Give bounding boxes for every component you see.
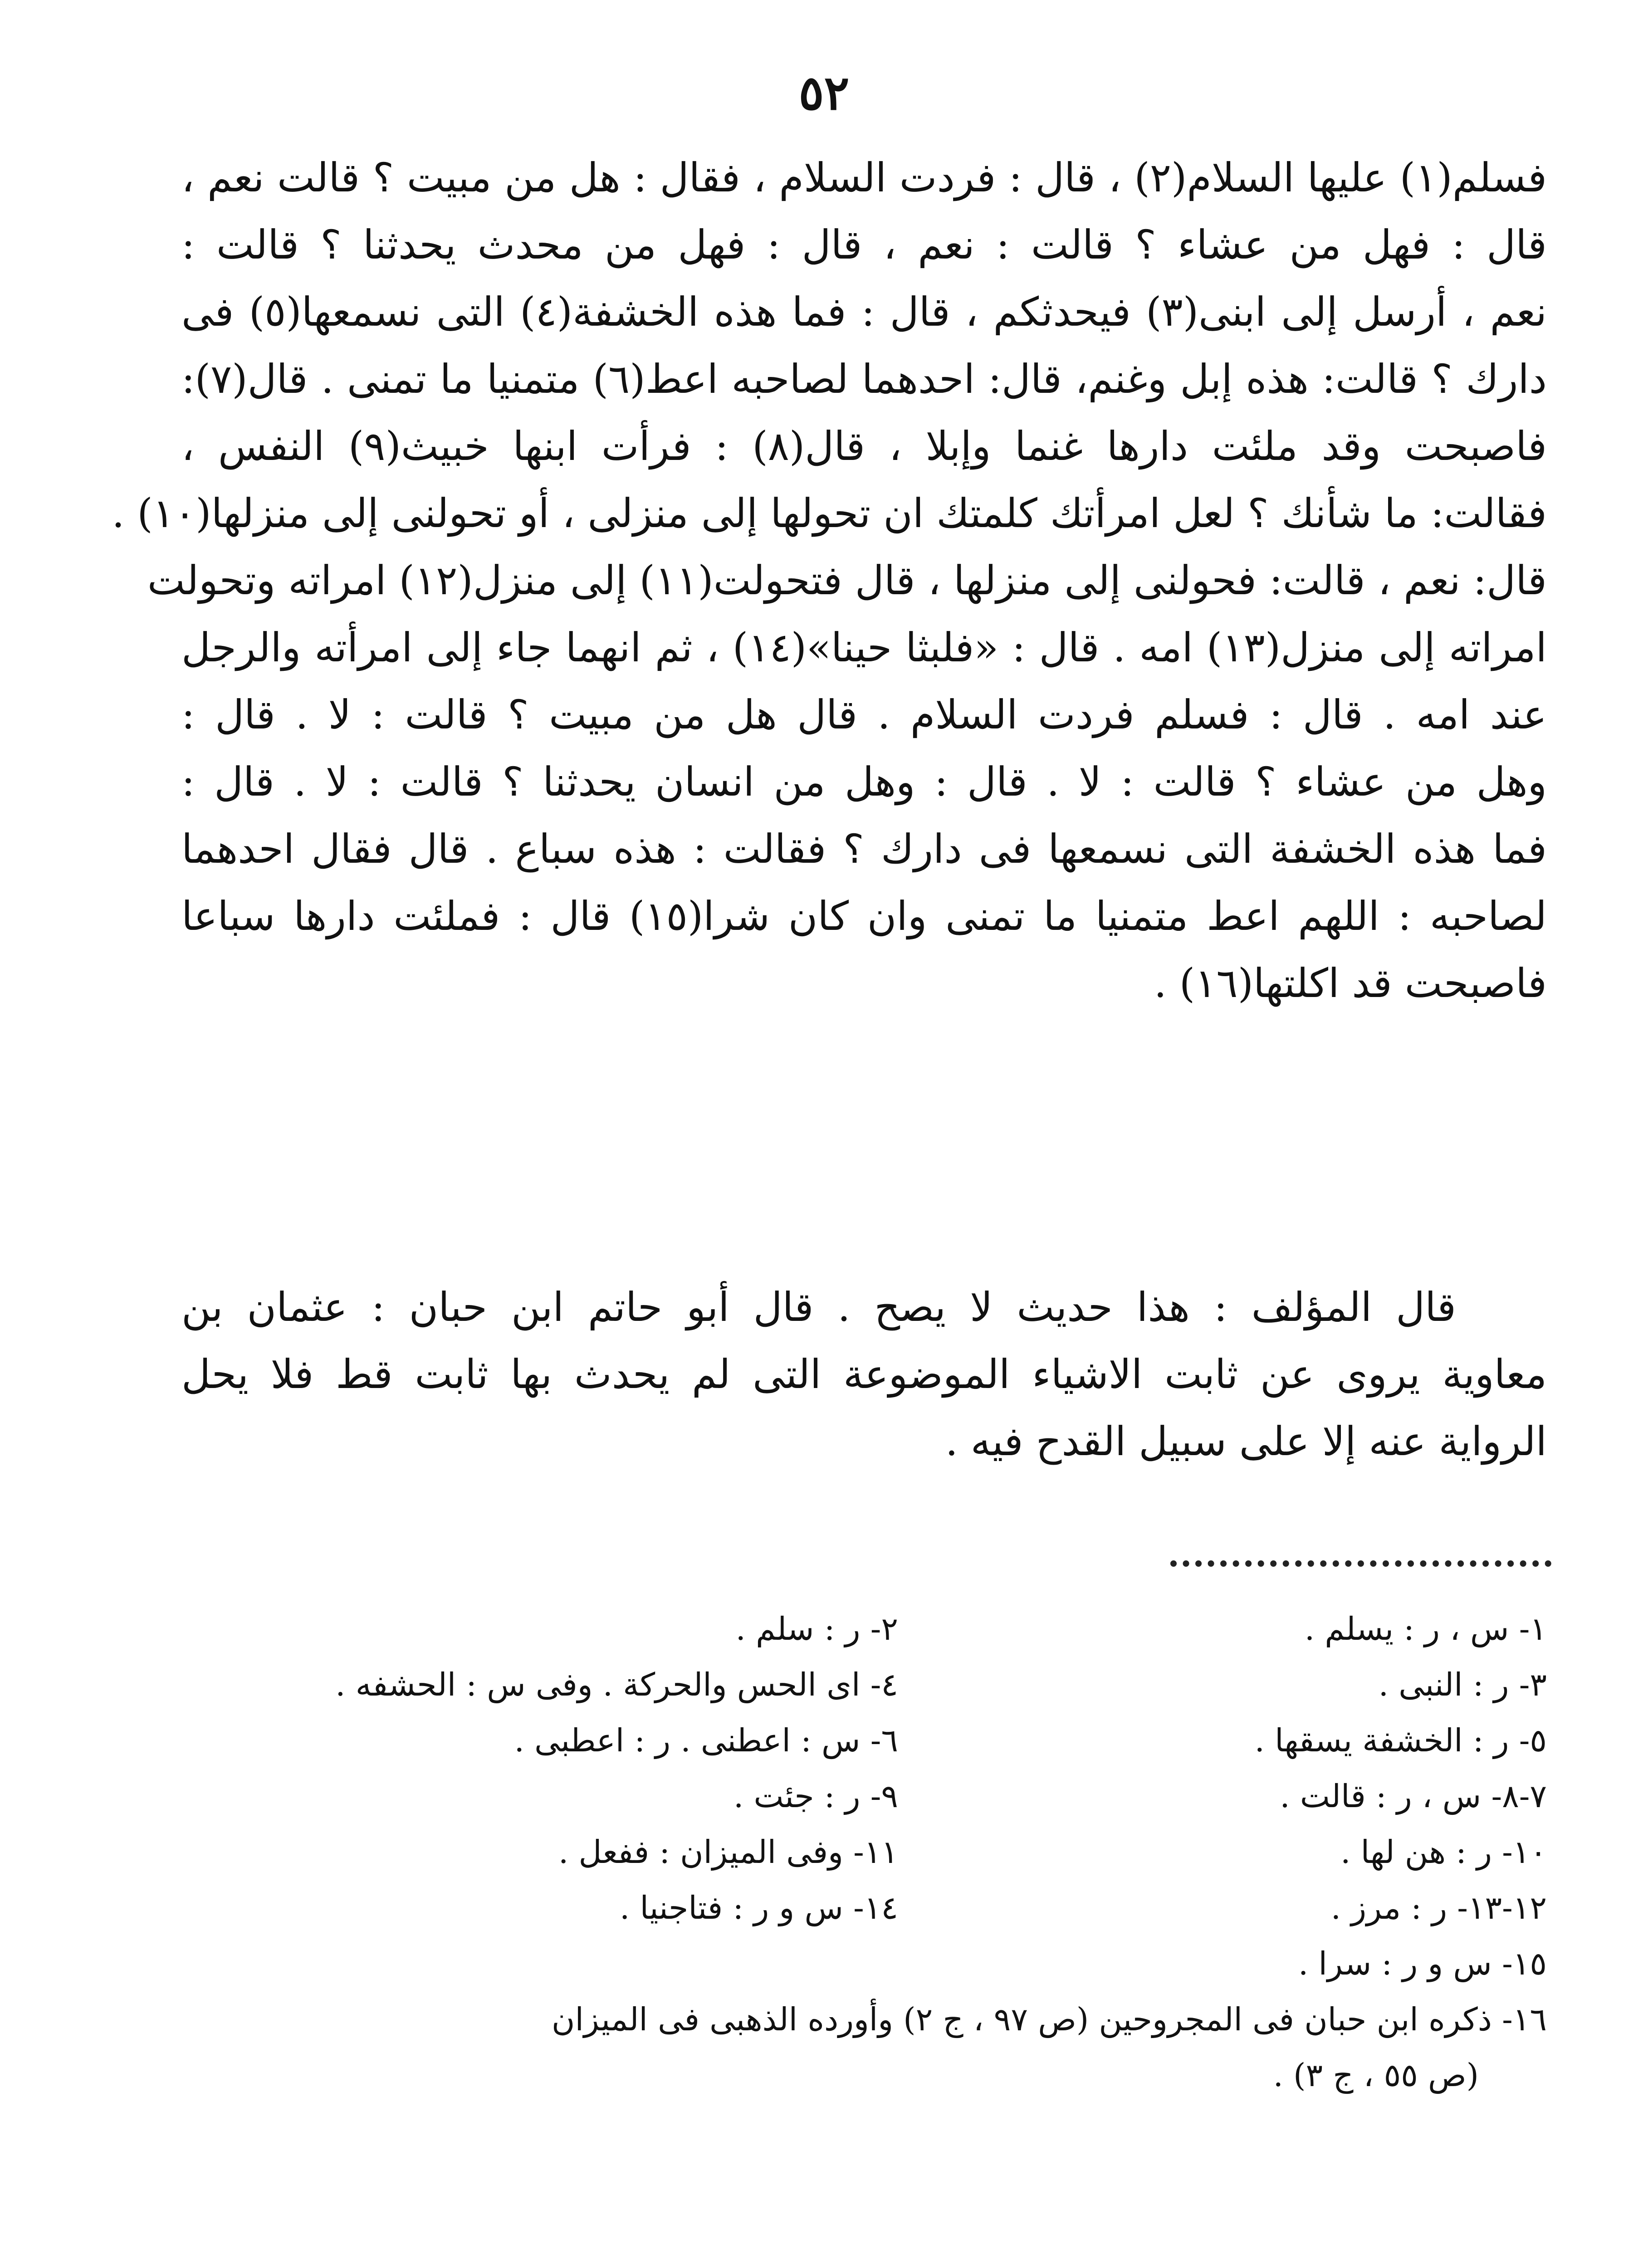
text-line: قال : فهل من عشاء ؟ قالت : نعم ، قال : فهل من محدث يحدثنا ؟ قالت : bbox=[181, 221, 1547, 268]
footnote: ٥- ر : الخشفة يسقها . bbox=[1254, 1722, 1547, 1759]
text-line: نعم ، أرسل إلى ابنى(٣) فيحدثكم ، قال : فما هذه الخشفة(٤) التى نسمعها(٥) فى bbox=[181, 288, 1547, 335]
footnote-row bbox=[181, 1657, 1547, 1713]
footnote: ٢- ر : سلم . bbox=[735, 1610, 898, 1647]
footnote: ١٢-١٣- ر : مرز . bbox=[1330, 1889, 1547, 1926]
footnote: ١٤- س و ر : فتاجنيا . bbox=[619, 1889, 898, 1926]
text-line: دارك ؟ قالت: هذه إبل وغنم، قال: احدهما لصاحبه اعط(٦) متمنيا ما تمنى . قال(٧): bbox=[181, 356, 1547, 402]
footnote: ١٥- س و ر : سرا . bbox=[1298, 1945, 1547, 1982]
footnote-row bbox=[181, 1880, 1547, 1936]
footnote: ٩- ر : جئت . bbox=[733, 1778, 898, 1815]
text-line: قال: نعم ، قالت: فحولنى إلى منزلها ، قال فتحولت(١١) إلى منزل(١٢) امراته وتحولت bbox=[147, 557, 1547, 604]
author-note-line: الرواية عنه إلا على سبيل القدح فيه . bbox=[945, 1418, 1547, 1465]
footnote-continuation: (ص ٥٥ ، ج ٣) . bbox=[1273, 2057, 1479, 2094]
text-line: فسلم(١) عليها السلام(٢) ، قال : فردت السلام ، فقال : هل من مبيت ؟ قالت نعم ، bbox=[181, 154, 1547, 201]
footnote-row bbox=[181, 1992, 1547, 2048]
footnote: ٤- اى الحس والحركة . وفى س : الحشفه . bbox=[335, 1666, 898, 1703]
text-line: وهل من عشاء ؟ قالت : لا . قال : وهل من انسان يحدثنا ؟ قالت : لا . قال : bbox=[181, 758, 1547, 805]
author-note-line: قال المؤلف : هذا حديث لا يصح . قال أبو حاتم ابن حبان : عثمان بن bbox=[181, 1284, 1456, 1330]
footnote-row bbox=[181, 1936, 1547, 1992]
text-line: فاصبحت قد اكلتها(١٦) . bbox=[1154, 960, 1547, 1007]
page-number: ٥٢ bbox=[798, 65, 850, 121]
footnote: ١٠- ر : هن لها . bbox=[1340, 1833, 1547, 1871]
footnote-row bbox=[181, 1713, 1547, 1769]
text-line: فقالت: ما شأنك ؟ لعل امرأتك كلمتك ان تحولها إلى منزلى ، أو تحولنى إلى منزلها(١٠) . bbox=[112, 490, 1547, 537]
text-line: فما هذه الخشفة التى نسمعها فى دارك ؟ فقالت : هذه سباع . قال فقال احدهما bbox=[181, 826, 1547, 872]
main-text bbox=[112, 144, 1547, 1017]
footnote: ١- س ، ر : يسلم . bbox=[1304, 1610, 1547, 1647]
footnotes bbox=[181, 1601, 1547, 2103]
text-line: عند امه . قال : فسلم فردت السلام . قال هل من مبيت ؟ قالت : لا . قال : bbox=[181, 691, 1547, 738]
text-line: فاصبحت وقد ملئت دارها غنما وإبلا ، قال(٨) : فرأت ابنها خبيث(٩) النفس ، bbox=[181, 423, 1547, 469]
footnote-row bbox=[181, 1824, 1547, 1880]
footnote: ١٦- ذكره ابن حبان فى المجروحين (ص ٩٧ ، ج ٢) وأورده الذهبى فى الميزان bbox=[552, 2001, 1547, 2038]
text-line: امراته إلى منزل(١٣) امه . قال : «فلبثا حينا»(١٤) ، ثم انهما جاء إلى امرأته والرجل bbox=[181, 624, 1547, 671]
footnote: ٣- ر : النبى . bbox=[1378, 1666, 1547, 1703]
footnote-separator bbox=[1170, 1560, 1551, 1567]
footnote-row bbox=[181, 1769, 1547, 1824]
footnote-row bbox=[181, 2048, 1547, 2103]
author-note-line: معاوية يروى عن ثابت الاشياء الموضوعة التى لم يحدث بها ثابت قط فلا يحل bbox=[181, 1351, 1547, 1398]
footnote: ١١- وفى الميزان : ففعل . bbox=[558, 1833, 898, 1871]
footnote-row bbox=[181, 1601, 1547, 1657]
author-note bbox=[181, 1274, 1547, 1475]
footnote: ٦- س : اعطنى . ر : اعطبى . bbox=[514, 1722, 898, 1759]
text-line: لصاحبه : اللهم اعط متمنيا ما تمنى وان كان شرا(١٥) قال : فملئت دارها سباعا bbox=[181, 893, 1547, 939]
footnote: ٧-٨- س ، ر : قالت . bbox=[1280, 1778, 1547, 1815]
